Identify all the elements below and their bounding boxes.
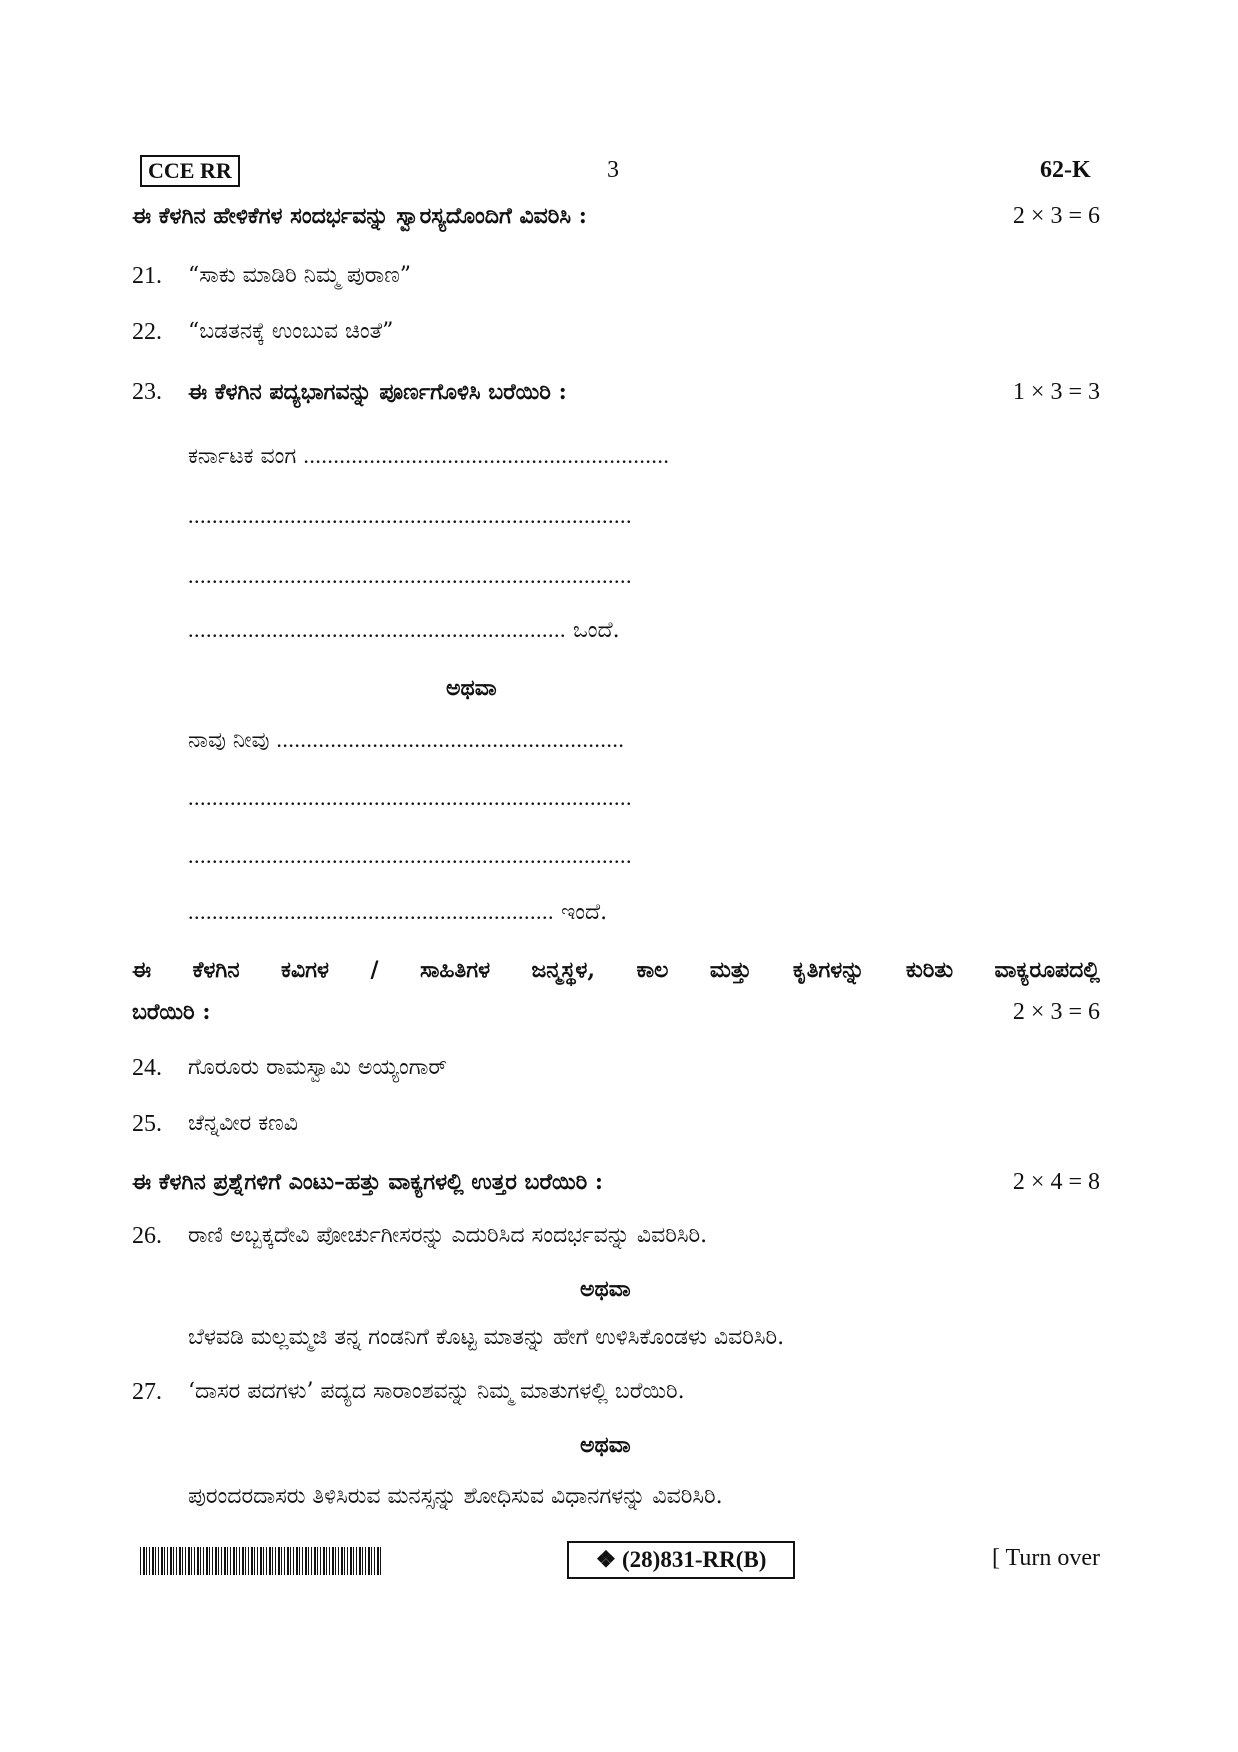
dotted-line: .......................................................................... bbox=[188, 503, 632, 528]
dotted-fill: ............................................................. bbox=[188, 899, 554, 924]
section-c-instruction: ಈ ಕೆಳಗಿನ ಪ್ರಶ್ನೆಗಳಿಗೆ ಎಂಟು–ಹತ್ತು ವಾಕ್ಯಗಳಲ್ಲಿ ಉತ್ತರ ಬರೆಯಿರಿ : bbox=[132, 1169, 603, 1195]
section-b-instruction: ಈ ಕೆಳಗಿನ ಕವಿಗಳ / ಸಾಹಿತಿಗಳ ಜನ್ಮಸ್ಥಳ, ಕಾಲ ಮತ್ತು ಕೃತಿಗಳನ್ನು ಕುರಿತು ವಾಕ್ಯರೂಪದಲ್ಲಿ bbox=[132, 957, 1100, 983]
section-a-marks: 2 × 3 = 6 bbox=[1012, 203, 1100, 229]
poem-line bbox=[188, 443, 738, 469]
dotted-line: .......................................................................... bbox=[188, 843, 632, 868]
question-number: 26. bbox=[132, 1223, 162, 1249]
question-number: 22. bbox=[132, 319, 162, 345]
question-instruction: ಈ ಕೆಳಗಿನ ಪದ್ಯಭಾಗವನ್ನು ಪೂರ್ಣಗೊಳಿಸಿ ಬರೆಯಿರಿ : bbox=[188, 379, 567, 405]
page-number: 3 bbox=[607, 157, 619, 183]
poem-start: ಕರ್ನಾಟಕ ವಂಗ bbox=[188, 444, 304, 469]
diamond-icon: ❖ bbox=[595, 1547, 617, 1572]
question-text: ‘ದಾಸರ ಪದಗಳು’ ಪದ್ಯದ ಸಾರಾಂಶವನ್ನು ನಿಮ್ಮ ಮಾತುಗಳಲ್ಲಿ ಬರೆಯಿರಿ. bbox=[188, 1379, 685, 1404]
barcode bbox=[140, 1547, 382, 1575]
subject-code: 62-K bbox=[1040, 157, 1091, 183]
section-c-marks: 2 × 4 = 8 bbox=[1012, 1169, 1100, 1195]
paper-code: (28)831-RR(B) bbox=[622, 1547, 767, 1572]
poem-line bbox=[188, 727, 738, 753]
poem-start: ನಾವು ನೀವು bbox=[188, 728, 277, 753]
paper-code-box bbox=[567, 1541, 795, 1579]
question-text: ಗೊರೂರು ರಾಮಸ್ವಾಮಿ ಅಯ್ಯಂಗಾರ್ bbox=[188, 1055, 448, 1080]
dotted-fill: ............................................................. bbox=[303, 443, 670, 468]
section-a-instruction: ಈ ಕೆಳಗಿನ ಹೇಳಿಕೆಗಳ ಸಂದರ್ಭವನ್ನು ಸ್ವಾರಸ್ಯದೊಂದಿಗೆ ವಿವರಿಸಿ : bbox=[132, 203, 587, 229]
question-text: “ಬಡತನಕ್ಕೆ ಉಂಬುವ ಚಿಂತೆ” bbox=[188, 319, 394, 344]
question-text: ಚೆನ್ನವೀರ ಕಣವಿ bbox=[188, 1111, 298, 1136]
dotted-line: .......................................................................... bbox=[188, 785, 632, 810]
question-marks: 1 × 3 = 3 bbox=[1012, 379, 1100, 405]
or-label: ಅಥವಾ bbox=[580, 1276, 631, 1302]
scheme-box: CCE RR bbox=[140, 155, 240, 187]
poem-end: ಇಂದೆ. bbox=[554, 900, 608, 925]
question-number: 25. bbox=[132, 1111, 162, 1137]
question-number: 23. bbox=[132, 379, 162, 405]
question-text: ರಾಣಿ ಅಬ್ಬಕ್ಕದೇವಿ ಪೋರ್ಚುಗೀಸರನ್ನು ಎದುರಿಸಿದ ಸಂದರ್ಭವನ್ನು ವಿವರಿಸಿರಿ. bbox=[188, 1223, 708, 1248]
dotted-fill: ............................................................... bbox=[188, 617, 566, 642]
section-b-instruction-cont: ಬರೆಯಿರಿ : bbox=[132, 999, 211, 1025]
dotted-fill: .......................................................... bbox=[276, 727, 625, 752]
or-label: ಅಥವಾ bbox=[580, 1432, 631, 1458]
question-number: 21. bbox=[132, 263, 162, 289]
poem-line bbox=[188, 899, 748, 925]
section-b-marks: 2 × 3 = 6 bbox=[1012, 999, 1100, 1025]
question-number: 24. bbox=[132, 1055, 162, 1081]
poem-line bbox=[188, 617, 748, 643]
question-number: 27. bbox=[132, 1379, 162, 1405]
dotted-line: .......................................................................... bbox=[188, 563, 632, 588]
poem-end: ಒಂದೆ. bbox=[566, 618, 620, 643]
question-text: “ಸಾಕು ಮಾಡಿರಿ ನಿಮ್ಮ ಪುರಾಣ” bbox=[188, 263, 412, 288]
or-label: ಅಥವಾ bbox=[446, 675, 497, 701]
turn-over: [ Turn over bbox=[991, 1545, 1100, 1571]
question-alt-text: ಬೆಳವಡಿ ಮಲ್ಲಮ್ಮಜಿ ತನ್ನ ಗಂಡನಿಗೆ ಕೊಟ್ಟ ಮಾತನ್ನು ಹೇಗೆ ಉಳಿಸಿಕೊಂಡಳು ವಿವರಿಸಿರಿ. bbox=[188, 1325, 785, 1350]
question-alt-text: ಪುರಂದರದಾಸರು ತಿಳಿಸಿರುವ ಮನಸ್ಸನ್ನು ಶೋಧಿಸುವ ವಿಧಾನಗಳನ್ನು ವಿವರಿಸಿರಿ. bbox=[188, 1484, 723, 1509]
